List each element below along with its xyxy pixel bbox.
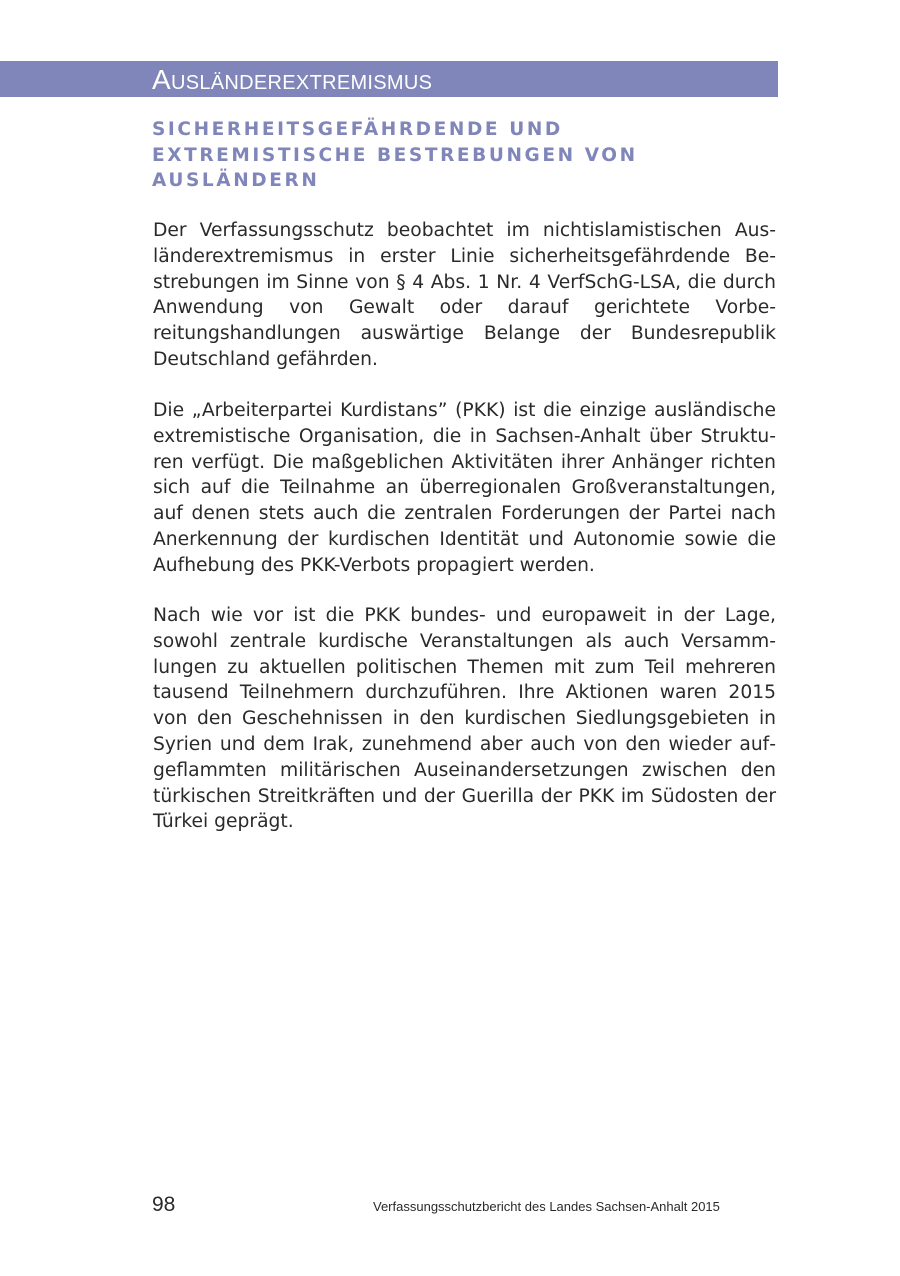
section-title: SICHERHEITSGEFÄHRDENDE UND EXTREMISTISCHE BESTREBUNGEN VON AUSLÄNDERN xyxy=(152,119,638,191)
paragraph-1: Der Verfassungsschutz beobachtet im nichtislamistischen Ausländerextremismus in erster Linie sicherheitsgefährdende Bestrebungen im Sinne von § 4 Abs. 1 Nr. 4 VerfSchG-LSA, die durch Anwendung von Gewalt oder darauf gerichtete Vorbereitungshandlungen auswärtige Belange der Bundesrepublik Deutschland gefährden. xyxy=(153,220,776,370)
chapter-title: Ausländerextremismus xyxy=(152,64,433,95)
footer-publication-title: Verfassungsschutzbericht des Landes Sachsen-Anhalt 2015 xyxy=(373,1199,720,1214)
paragraph-2: Die „Arbeiterpartei Kurdistans” (PKK) ist die einzige ausländische extremistische Organisation, die in Sachsen-Anhalt über Strukturen verfügt. Die maßgeblichen Aktivitäten ihrer Anhänger richten sich auf die Teilnahme an überregionalen Großveranstaltungen, auf denen stets auch die zentralen Forderungen der Partei nach Anerkennung der kurdischen Identität und Autonomie sowie die Aufhebung des PKK-Verbots propagiert werden. xyxy=(153,400,776,576)
paragraph-3: Nach wie vor ist die PKK bundes- und europaweit in der Lage, sowohl zentrale kurdische Veranstaltungen als auch Versammlungen zu aktuellen politischen Themen mit zum Teil mehreren tausend Teilnehmern durchzuführen. Ihre Aktionen waren 2015 von den Geschehnissen in den kurdischen Siedlungsgebieten in Syrien und dem Irak, zunehmend aber auch von den wieder aufgeflammten militärischen Auseinandersetzungen zwischen den türkischen Streitkräften und der Guerilla der PKK im Südosten der Türkei geprägt. xyxy=(153,605,776,833)
page-number: 98 xyxy=(152,1193,176,1216)
